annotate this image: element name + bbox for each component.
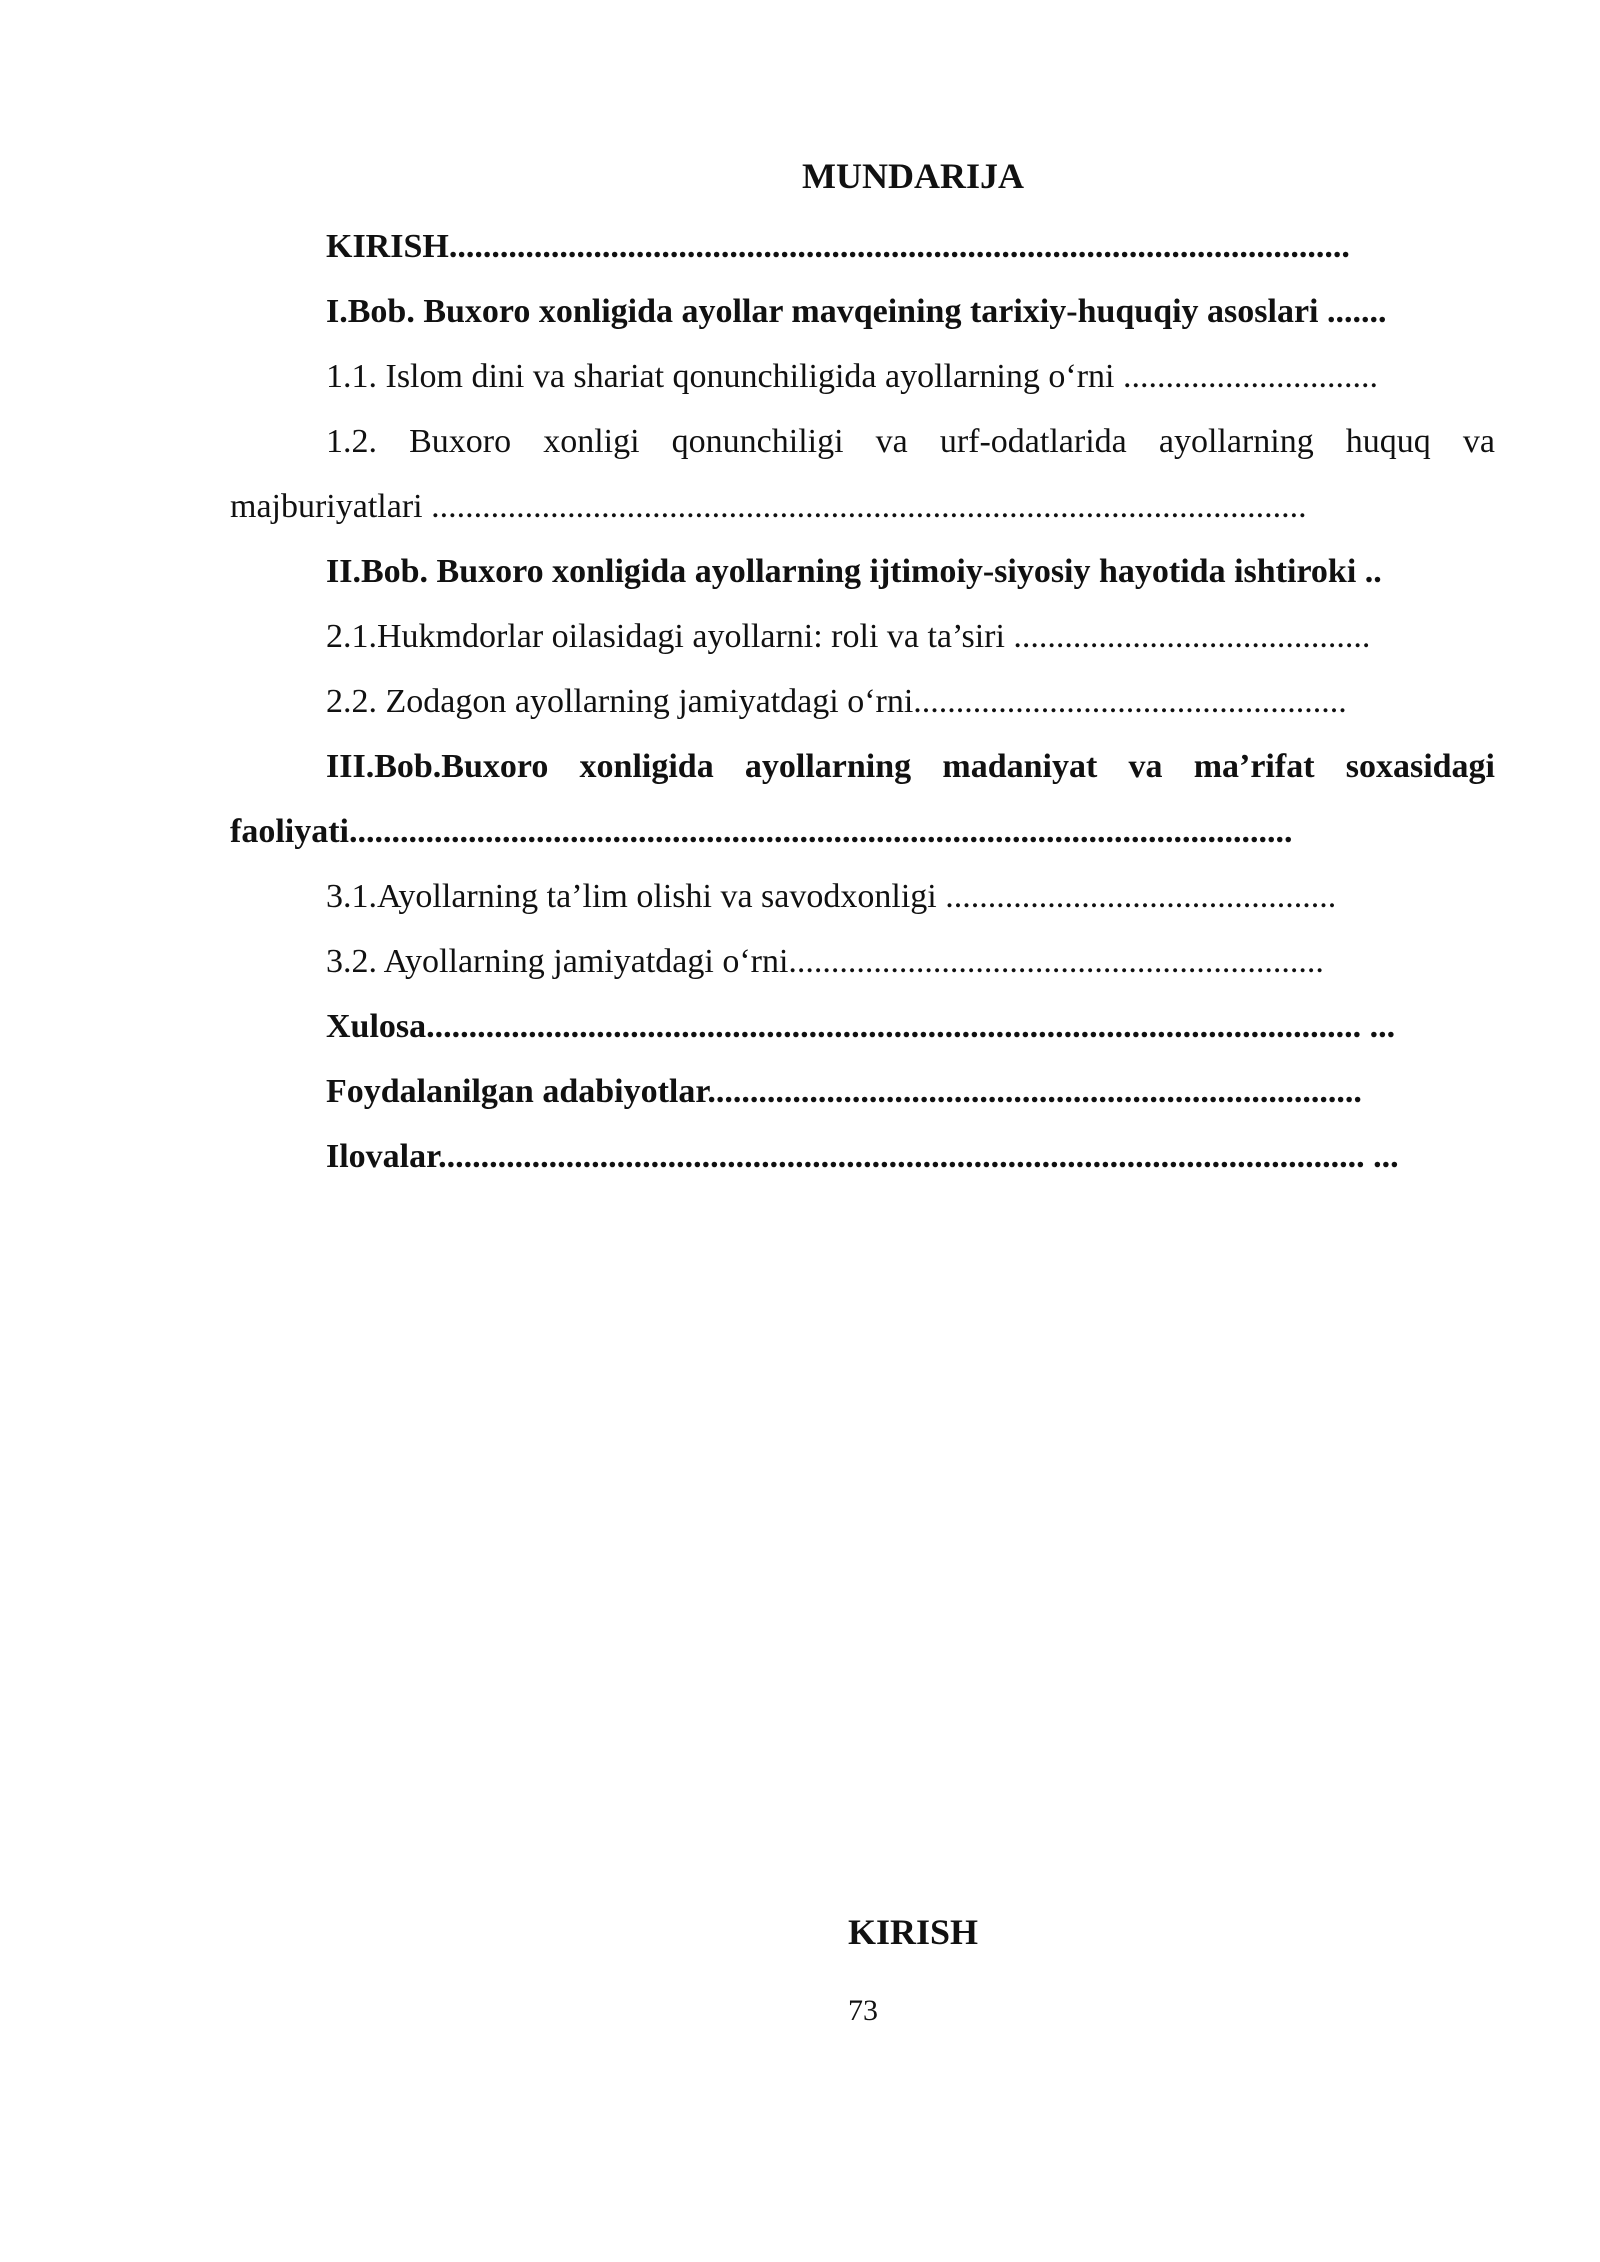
- page-title: MUNDARIJA: [802, 156, 1024, 196]
- toc-entry-section-3-1: 3.1.Ayollarning ta’lim olishi va savodxonligi ..............................................: [326, 878, 1337, 915]
- toc-entry-kirish: KIRISH..........................................................................................................: [326, 228, 1350, 265]
- toc-entry-section-2-2: 2.2. Zodagon ayollarning jamiyatdagi o‘rni...................................................: [326, 683, 1347, 720]
- toc-entry-xulosa: Xulosa.............................................................................................................. ...: [326, 1008, 1396, 1045]
- toc-entry-chapter-3: III.Bob.Buxoro xonligida ayollarning madaniyat va ma’rifat soxasidagi faoliyati...............................................................................................................: [230, 748, 1495, 850]
- toc-entry-section-3-2: 3.2. Ayollarning jamiyatdagi o‘rni...............................................................: [326, 943, 1324, 980]
- toc-entry-ilovalar: Ilovalar............................................................................................................. ...: [326, 1138, 1399, 1175]
- section-heading: KIRISH: [847, 1912, 979, 1952]
- table-of-contents: [230, 214, 1495, 1189]
- toc-entry-chapter-2: II.Bob. Buxoro xonligida ayollarning ijtimoiy-siyosiy hayotida ishtiroki ..: [326, 553, 1382, 590]
- toc-entry-adabiyotlar: Foydalanilgan adabiyotlar.............................................................................: [326, 1073, 1362, 1110]
- toc-entry-section-1-1: 1.1. Islom dini va shariat qonunchiligida ayollarning o‘rni ..............................: [326, 358, 1378, 395]
- page-number: 73: [848, 1994, 878, 2027]
- toc-entry-chapter-1: I.Bob. Buxoro xonligida ayollar mavqeining tarixiy-huquqiy asoslari .......: [326, 293, 1387, 330]
- toc-entry-section-1-2: 1.2. Buxoro xonligi qonunchiligi va urf-odatlarida ayollarning huquq va majburiyatlari .......................................................................................................: [230, 423, 1495, 525]
- toc-entry-section-2-1: 2.1.Hukmdorlar oilasidagi ayollarni: roli va ta’siri ..........................................: [326, 618, 1371, 655]
